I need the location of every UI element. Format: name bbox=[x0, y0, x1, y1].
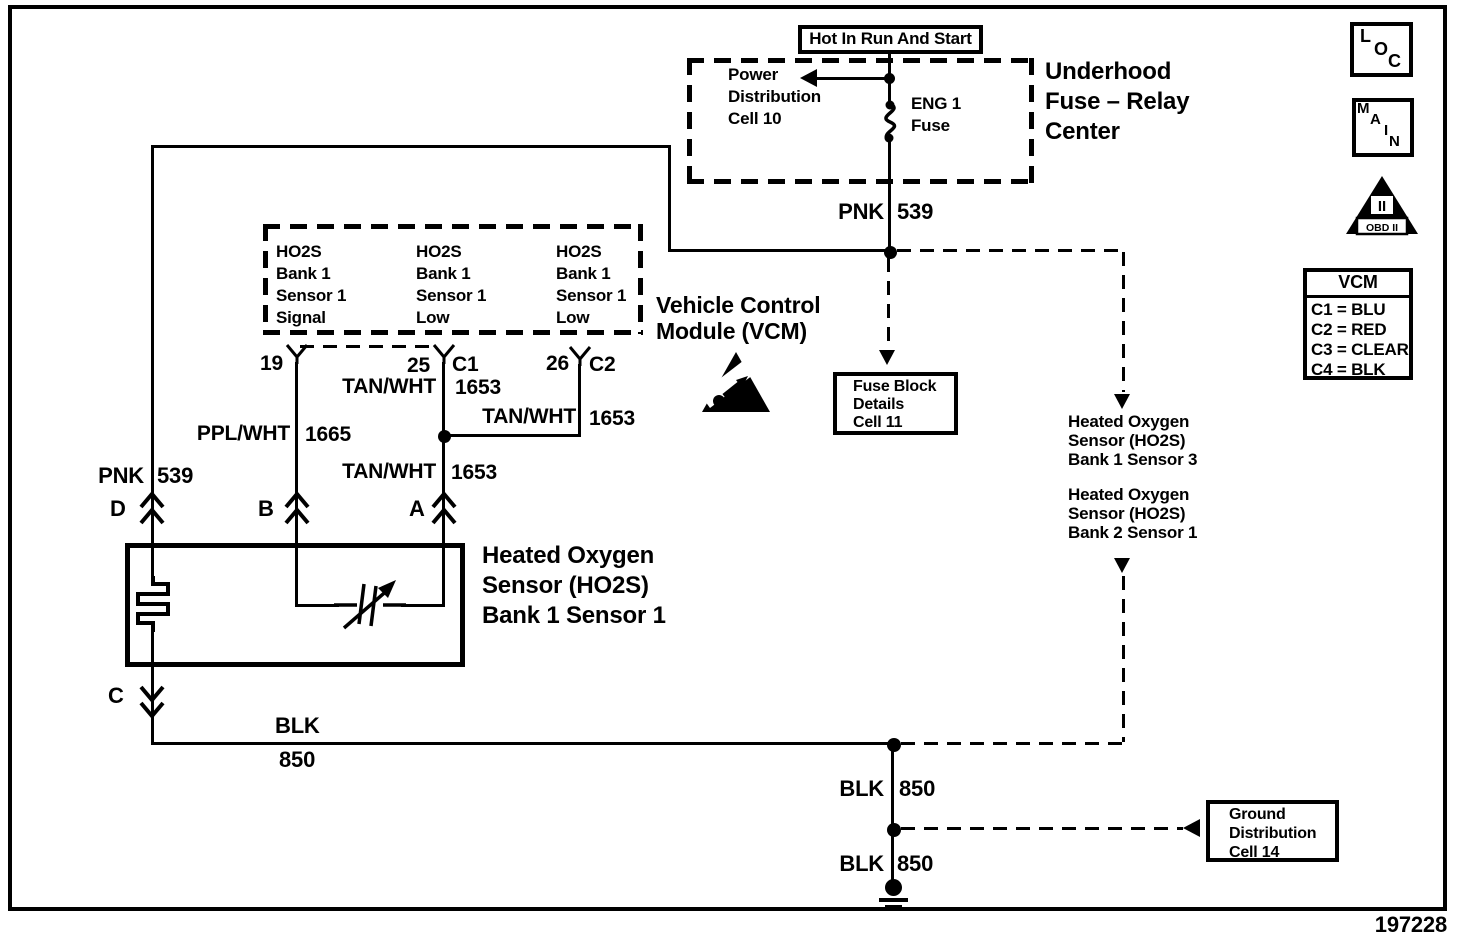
wire-tan-c2-drop bbox=[578, 364, 581, 437]
connector-face-dashes bbox=[300, 345, 432, 348]
arrowhead-ho2s-b1s3 bbox=[1114, 394, 1130, 409]
pin-19-label: 19 bbox=[260, 352, 283, 375]
col3-line1: HO2S bbox=[556, 242, 602, 261]
fuse-icon bbox=[875, 100, 905, 142]
dashed-to-fuse-block bbox=[887, 258, 890, 348]
arrowhead-ho2s-b2s1 bbox=[1114, 558, 1130, 573]
loc-letter-c: C bbox=[1388, 51, 1401, 71]
wire-branch-to-power-dist bbox=[816, 77, 890, 80]
pin-b-chevron-icon bbox=[283, 490, 311, 528]
ground-symbol-bar1 bbox=[879, 898, 908, 902]
wire-fuse-to-junction bbox=[888, 138, 891, 252]
vcm-table-rows bbox=[1311, 300, 1409, 380]
wire-pnk-top-run bbox=[151, 145, 671, 148]
wire-blk-mid-color: BLK bbox=[839, 776, 884, 801]
ground-symbol-bar2 bbox=[885, 905, 902, 908]
sensor-pin-b-label: B bbox=[258, 496, 274, 521]
underhood-box-left bbox=[687, 58, 692, 183]
vcm-function-col3 bbox=[556, 241, 626, 329]
eng1-fuse-line1: ENG 1 bbox=[911, 94, 962, 113]
wire-ppl-circuit: 1665 bbox=[305, 423, 351, 446]
wire-blk-run-color: BLK bbox=[275, 713, 320, 738]
sensor-title-line3: Bank 1 Sensor 1 bbox=[482, 602, 666, 629]
underhood-box-bottom bbox=[687, 179, 1034, 184]
vcm-box-left bbox=[263, 224, 268, 334]
sensor-title bbox=[482, 541, 666, 631]
pin-c-chevron-icon bbox=[138, 682, 166, 720]
vcm-function-col1 bbox=[276, 241, 346, 329]
vcm-box-right bbox=[638, 224, 643, 334]
power-dist-line3: Cell 10 bbox=[728, 109, 782, 128]
vcm-title-line2: Module (VCM) bbox=[656, 318, 807, 344]
b2s1-line3: Bank 2 Sensor 1 bbox=[1068, 523, 1198, 542]
page-border bbox=[8, 5, 1447, 911]
col2-line3: Sensor 1 bbox=[416, 286, 487, 305]
fuse-block-details-text bbox=[853, 378, 936, 432]
wire-tan-c2-circuit: 1653 bbox=[589, 407, 635, 430]
wire-tan-c2-jog bbox=[443, 434, 581, 437]
wire-tan-a-circuit: 1653 bbox=[451, 461, 497, 484]
sensor-box bbox=[125, 543, 465, 667]
underhood-title bbox=[1045, 57, 1189, 147]
col3-line3: Sensor 1 bbox=[556, 286, 627, 305]
main-letter-n: N bbox=[1389, 133, 1400, 150]
sensor-title-line1: Heated Oxygen bbox=[482, 542, 655, 569]
wire-tan-c1-color: TAN/WHT bbox=[342, 375, 436, 398]
b1s3-line1: Heated Oxygen bbox=[1068, 412, 1190, 431]
loc-letter-l: L bbox=[1360, 26, 1371, 46]
vcm-title-line1: Vehicle Control bbox=[656, 292, 821, 318]
vcm-table-title: VCM bbox=[1338, 272, 1378, 292]
junction-hot-branch bbox=[884, 73, 895, 84]
vcm-function-col2 bbox=[416, 241, 486, 329]
connector-c2-label: C2 bbox=[589, 353, 616, 376]
vcm-table-row-c4: C4 = BLK bbox=[1311, 360, 1386, 379]
wire-pnk-top-color: PNK bbox=[838, 199, 884, 224]
wire-blk-mid-circuit: 850 bbox=[899, 776, 936, 801]
obd2-label: OBD II bbox=[1365, 222, 1399, 234]
wire-pnk-horizontal bbox=[668, 249, 890, 252]
wire-blk-to-ground bbox=[891, 744, 894, 884]
fuse-block-line2: Details bbox=[853, 396, 905, 413]
vcm-box-bottom bbox=[263, 330, 643, 335]
junction-blk-1 bbox=[887, 738, 901, 752]
b2s1-line2: Sensor (HO2S) bbox=[1068, 504, 1186, 523]
col3-line2: Bank 1 bbox=[556, 264, 611, 283]
wire-pnk-left-circuit: 539 bbox=[157, 463, 194, 488]
vcm-box-top bbox=[263, 224, 643, 229]
underhood-box-right bbox=[1029, 58, 1034, 183]
ground-dist-line2: Distribution bbox=[1229, 825, 1317, 842]
arrowhead-ground-dist bbox=[1183, 819, 1200, 837]
b2s1-line1: Heated Oxygen bbox=[1068, 485, 1190, 504]
wire-blk-bottom-run bbox=[151, 742, 895, 745]
b1s3-line3: Bank 1 Sensor 3 bbox=[1068, 450, 1198, 469]
ground-dist-line3: Cell 14 bbox=[1229, 844, 1280, 861]
pin-a-chevron-icon bbox=[430, 490, 458, 528]
dashed-pnk-right bbox=[897, 249, 1127, 252]
ground-dist-text bbox=[1229, 805, 1316, 862]
wire-blk-gnd-color: BLK bbox=[839, 851, 884, 876]
eng1-fuse-line2: Fuse bbox=[911, 116, 950, 135]
col1-line2: Bank 1 bbox=[276, 264, 331, 283]
page-number: 197228 bbox=[1374, 912, 1447, 937]
wire-pnk-top-circuit: 539 bbox=[897, 199, 934, 224]
ho2s-b2s1-text bbox=[1068, 485, 1197, 542]
col1-line1: HO2S bbox=[276, 242, 322, 261]
col2-line4: Low bbox=[416, 308, 450, 327]
power-dist-line1: Power bbox=[728, 65, 779, 84]
junction-tan-splice bbox=[438, 430, 451, 443]
vcm-table-row-c3: C3 = CLEAR bbox=[1311, 340, 1409, 359]
pin19-connector-icon bbox=[285, 344, 309, 364]
pin-26-label: 26 bbox=[546, 352, 569, 375]
fuse-block-line3: Cell 11 bbox=[853, 414, 903, 431]
esd-warning-icon bbox=[700, 350, 772, 416]
fuse-block-line1: Fuse Block bbox=[853, 378, 937, 395]
connector-c1-label: C1 bbox=[452, 353, 479, 376]
junction-pnk-main bbox=[884, 246, 897, 259]
underhood-box-top bbox=[687, 58, 1034, 63]
col1-line3: Sensor 1 bbox=[276, 286, 347, 305]
vcm-title bbox=[656, 292, 820, 344]
wire-ppl-color: PPL/WHT bbox=[196, 422, 290, 445]
vcm-table-row-c1: C1 = BLU bbox=[1311, 300, 1386, 319]
vcm-table-divider bbox=[1307, 295, 1409, 298]
dashed-from-ho2s-b2s1 bbox=[1122, 576, 1125, 742]
dashed-to-ground-dist bbox=[901, 827, 1183, 830]
main-letter-i: I bbox=[1384, 122, 1388, 139]
ho2s-b1s3-text bbox=[1068, 412, 1197, 469]
obd2-icon bbox=[1344, 174, 1420, 240]
col3-line4: Low bbox=[556, 308, 590, 327]
underhood-title-line1: Underhood bbox=[1045, 58, 1172, 85]
hot-in-run-label: Hot In Run And Start bbox=[809, 29, 972, 48]
main-letter-m: M bbox=[1357, 100, 1370, 117]
power-dist-text bbox=[728, 64, 821, 130]
underhood-title-line3: Center bbox=[1045, 118, 1120, 145]
col2-line2: Bank 1 bbox=[416, 264, 471, 283]
main-letter-a: A bbox=[1370, 111, 1381, 128]
col2-line1: HO2S bbox=[416, 242, 462, 261]
junction-blk-2 bbox=[887, 823, 901, 837]
sensor-pin-c-label: C bbox=[108, 683, 124, 708]
vcm-table-row-c2: C2 = RED bbox=[1311, 320, 1387, 339]
wire-tan-c1-circuit: 1653 bbox=[455, 376, 501, 399]
wire-pnk-elbow bbox=[668, 147, 671, 252]
loc-letter-o: O bbox=[1374, 39, 1388, 59]
obd2-numeral: II bbox=[1377, 198, 1387, 215]
sensor-pin-a-label: A bbox=[409, 496, 425, 521]
eng1-fuse-text bbox=[911, 93, 961, 137]
wire-blk-gnd-circuit: 850 bbox=[897, 851, 934, 876]
dashed-blk-join bbox=[901, 742, 1125, 745]
arrowhead-fuse-block bbox=[879, 350, 895, 365]
underhood-title-line2: Fuse – Relay bbox=[1045, 88, 1190, 115]
pin-25-label: 25 bbox=[407, 354, 430, 377]
sensor-title-line2: Sensor (HO2S) bbox=[482, 572, 649, 599]
pin-d-chevron-icon bbox=[138, 490, 166, 528]
power-dist-line2: Distribution bbox=[728, 87, 821, 106]
dashed-to-ho2s-b1s3 bbox=[1122, 252, 1125, 392]
b1s3-line2: Sensor (HO2S) bbox=[1068, 431, 1186, 450]
ground-dist-line1: Ground bbox=[1229, 806, 1286, 823]
ground-terminal-dot bbox=[885, 879, 902, 896]
sensor-pin-d-label: D bbox=[110, 496, 126, 521]
col1-line4: Signal bbox=[276, 308, 326, 327]
wire-tan-c2-color: TAN/WHT bbox=[482, 405, 576, 428]
wire-pnk-left-color: PNK bbox=[98, 463, 144, 488]
wire-blk-run-circuit: 850 bbox=[279, 747, 316, 772]
wire-tan-a-color: TAN/WHT bbox=[342, 460, 436, 483]
